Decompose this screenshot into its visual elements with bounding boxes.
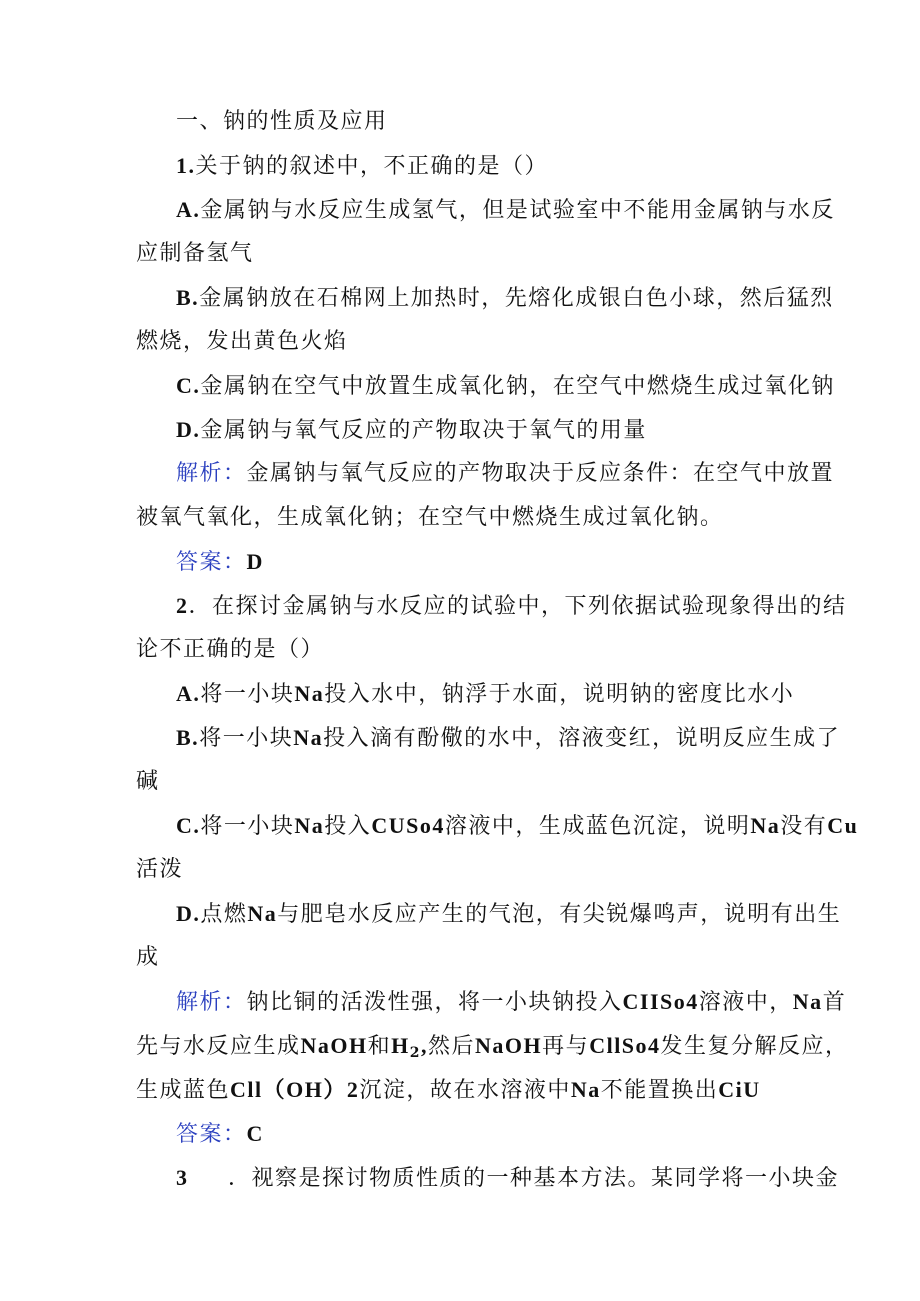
q2-option-c: C.将一小块Na投入CUSo4溶液中，生成蓝色沉淀，说明Na没有Cu <box>176 813 859 839</box>
q1-option-a-cont: 应制备氢气 <box>136 241 254 266</box>
q2-option-d-cont: 成 <box>136 945 160 970</box>
q2-analysis-cont-1: 先与水反应生成NaOH和$H_2$,然后NaOH再与CllSo4发生复分解反应， <box>136 1033 849 1061</box>
q1-number: 1. <box>176 153 196 178</box>
q1-option-c: C.金属钠在空气中放置生成氧化钠，在空气中燃烧生成过氧化钠 <box>176 373 835 399</box>
section-title: 一、钠的性质及应用 <box>176 109 388 134</box>
q2-number: 2 <box>176 593 189 618</box>
q1-analysis: 解析：金属钠与氧气反应的产物取决于反应条件：在空气中放置 <box>176 461 835 486</box>
q2-stem-cont: 论不正确的是（） <box>136 637 325 662</box>
q3-number: 3 <box>176 1165 189 1190</box>
q2-option-a: A.将一小块Na投入水中，钠浮于水面，说明钠的密度比水小 <box>176 681 795 707</box>
q2-answer-value: C <box>246 1121 264 1146</box>
q1-option-d: D.金属钠与氧气反应的产物取决于氧气的用量 <box>176 417 647 443</box>
q1-analysis-cont: 被氧气氧化，生成氧化钠；在空气中燃烧生成过氧化钠。 <box>136 505 724 530</box>
q1-option-b-cont: 燃烧，发出黄色火焰 <box>136 329 348 354</box>
analysis-label: 解析： <box>176 461 247 486</box>
q2-option-c-cont: 活泼 <box>136 857 184 882</box>
q2-option-b-cont: 碱 <box>136 769 160 794</box>
q2-option-d: D.点燃Na与肥皂水反应产生的气泡，有尖锐爆鸣声，说明有出生 <box>176 901 842 927</box>
q1-answer-value: D <box>246 549 264 574</box>
analysis-label: 解析： <box>176 990 247 1015</box>
q1-stem: 1.关于钠的叙述中，不正确的是（） <box>176 153 549 179</box>
q1-answer <box>176 547 796 578</box>
answer-label: 答案： <box>176 550 247 575</box>
q1-option-b: B.金属钠放在石棉网上加热时，先熔化成银白色小球，然后猛烈 <box>176 285 834 311</box>
answer-label: 答案： <box>176 1122 247 1147</box>
q2-stem: 2．在探讨金属钠与水反应的试验中，下列依据试验现象得出的结 <box>176 593 847 619</box>
q1-option-a: A.金属钠与水反应生成氢气，但是试验室中不能用金属钠与水反 <box>176 197 835 223</box>
q2-analysis: 解析：钠比铜的活泼性强，将一小块钠投入CIISo4溶液中，Na首 <box>176 989 847 1015</box>
q2-option-b: B.将一小块Na投入滴有酚儆的水中，溶液变红，说明反应生成了 <box>176 725 841 751</box>
q3-stem: 3 ．视察是探讨物质性质的一种基本方法。某同学将一小块金 <box>176 1165 840 1191</box>
q2-analysis-cont-2: 生成蓝色Cll（OH）2沉淀，故在水溶液中Na不能置换出CiU <box>136 1077 761 1103</box>
q2-answer <box>176 1119 796 1150</box>
